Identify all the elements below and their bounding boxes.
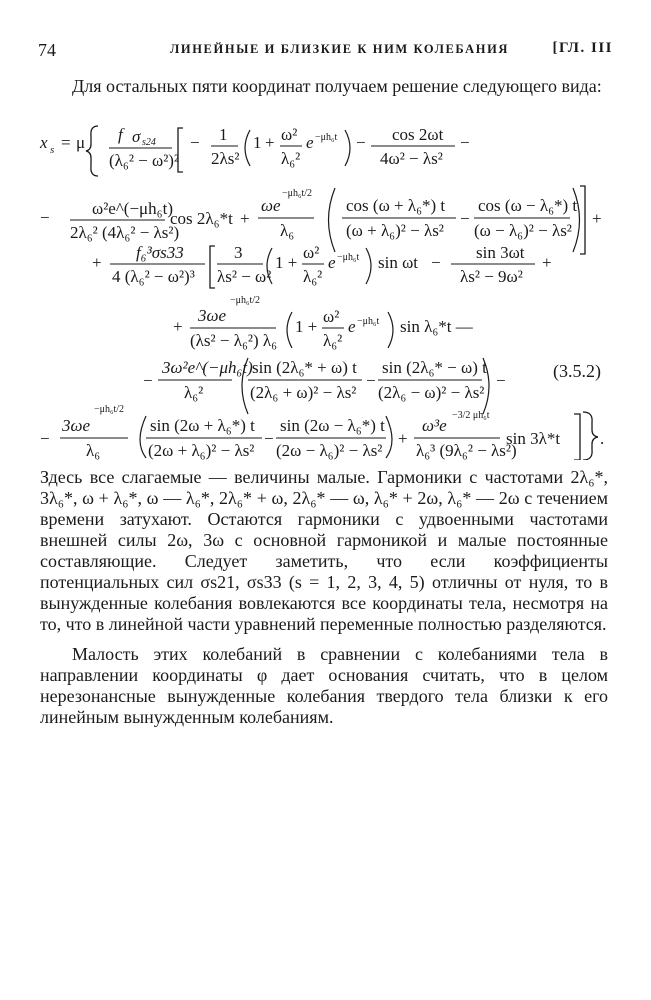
- eq-exp2: −μh₆t/2: [282, 188, 313, 199]
- eq-paren: [287, 312, 292, 348]
- eq-minus10: −: [40, 429, 50, 448]
- eq-exp5: −μh₆t: [357, 316, 380, 327]
- eq-num5: cos (ω + λ₆*) t: [346, 196, 446, 215]
- eq-sinwt: sin ωt: [378, 253, 419, 272]
- body-paragraph-3: Малость этих колебаний в сравнении с колебаниями тела в направлении координаты φ дает основания считать, что в целом нерезонансные вынужденные колебания твердого тела близки к его линейным вынужденным колебаниям.: [40, 644, 608, 727]
- eq-num-w2c: ω²: [323, 307, 340, 326]
- eq-den-l62b: λ₆²: [303, 267, 323, 286]
- eq-num13: sin (2λ₆* − ω) t: [382, 358, 487, 377]
- eq-den3: 4ω² − λs²: [380, 149, 443, 168]
- eq-paren: [366, 248, 371, 284]
- eq-den7: 4 (λ₆² − ω²)³: [112, 267, 195, 286]
- eq-right-bracket: [574, 414, 580, 460]
- eq-sigma-sub1: s24: [142, 137, 156, 148]
- eq-den11: λ₆²: [184, 383, 204, 402]
- eq-l6-1: λ₆: [280, 221, 295, 240]
- eq-num-w2b: ω²: [303, 243, 320, 262]
- eq-den15: (2ω − λ₆)² − λs²: [276, 441, 383, 460]
- eq-minus8: −: [366, 371, 376, 390]
- eq-num4: ω²e^(−μh₆t): [92, 199, 173, 218]
- eq-minus1: −: [190, 133, 200, 152]
- eq-minus5: −: [460, 209, 470, 228]
- eq-den13: (2λ₆ − ω)² − λs²: [378, 383, 485, 402]
- eq-plus7: +: [398, 429, 408, 448]
- eq-we: ωe: [261, 196, 281, 215]
- eq-sin3wt: sin 3ωt: [476, 243, 525, 262]
- eq-minus6: −: [431, 253, 441, 272]
- eq-exp3: −μh₆t: [337, 252, 360, 263]
- eq-e2: e: [328, 253, 336, 272]
- eq-one1: 1: [219, 125, 228, 144]
- eq-minus3: −: [460, 133, 470, 152]
- eq-paren: [245, 130, 250, 166]
- eq-num6: cos (ω − λ₆*) t: [478, 196, 578, 215]
- eq-den-l62c: λ₆²: [323, 331, 343, 350]
- eq-cos2l6t: cos 2λ₆*t: [170, 209, 233, 228]
- eq-e3: e: [348, 317, 356, 336]
- eq-f2: f₆³σs33: [136, 243, 184, 262]
- equation-3-5-2: [0, 108, 651, 460]
- eq-right-bracket: [580, 186, 585, 254]
- eq-period: .: [600, 429, 605, 448]
- eq-right-brace: [583, 412, 598, 460]
- eq-den4: 2λ₆² (4λ₆² − λs²): [70, 223, 180, 242]
- eq-num14: sin (2ω + λ₆*) t: [150, 416, 255, 435]
- eq-den6: (ω − λ₆)² − λs²: [474, 221, 572, 240]
- running-title: ЛИНЕЙНЫЕ И БЛИЗКИЕ К НИМ КОЛЕБАНИЯ: [170, 42, 510, 56]
- page-header: [38, 40, 613, 64]
- eq-lhs: x: [40, 133, 48, 152]
- eq-exp7: −3/2 μh₆t: [452, 410, 490, 421]
- eq-den5: (ω + λ₆)² − λs²: [346, 221, 444, 240]
- eq-mu: μ: [76, 133, 86, 152]
- eq-f: f: [118, 125, 123, 144]
- eq-w3e: ω³e: [422, 416, 447, 435]
- eq-paren: [329, 188, 336, 252]
- eq-paren: [388, 312, 393, 348]
- eq-sigma1: σ: [132, 127, 141, 146]
- eq-one4: 1 +: [295, 317, 318, 336]
- page-number: 74: [38, 40, 56, 60]
- eq-equals: =: [61, 133, 71, 152]
- eq-num12: sin (2λ₆* + ω) t: [252, 358, 357, 377]
- eq-e1: e: [306, 133, 314, 152]
- eq-den8: λs² − ω²: [217, 267, 272, 286]
- eq-l6-2: λ₆: [86, 441, 101, 460]
- eq-plus5: +: [542, 253, 552, 272]
- eq-three: 3: [234, 243, 243, 262]
- eq-cos2wt: cos 2ωt: [392, 125, 444, 144]
- eq-minus11: −: [264, 429, 274, 448]
- eq-den1: (λ₆² − ω²)²: [109, 151, 180, 170]
- eq-minus2: −: [356, 133, 366, 152]
- eq-num15: sin (2ω − λ₆*) t: [280, 416, 385, 435]
- eq-den2: 2λs²: [211, 149, 240, 168]
- eq-plus2: +: [240, 209, 250, 228]
- eq-plus3: +: [592, 209, 602, 228]
- eq-exp1: −μh₆t: [315, 132, 338, 143]
- chapter-label: [ГЛ. III: [552, 40, 613, 56]
- eq-one3: 1 +: [275, 253, 298, 272]
- eq-sinl6t: sin λ₆*t —: [400, 317, 473, 336]
- intro-paragraph: Для остальных пяти координат получаем решение следующего вида:: [72, 76, 602, 96]
- eq-one2: 1: [253, 133, 262, 152]
- eq-plus6: +: [173, 317, 183, 336]
- eq-num11: 3ω²e^(−μh₆t): [162, 358, 253, 377]
- eq-paren: [345, 130, 350, 166]
- eq-num-w2: ω²: [281, 125, 298, 144]
- eq-den14: (2ω + λ₆)² − λs²: [148, 441, 255, 460]
- body-paragraph-2: Здесь все слагаемые — величины малые. Гармоники с частотами 2λ₆*, 3λ₆*, ω + λ₆*, ω — λ₆*, 2λ₆* + ω, 2λ₆* — ω, λ₆* + 2ω, λ₆* — 2ω с течением времени затухают. Остаются гармоники с удвоенными частотами внешней силы 2ω, 3ω с основной гармоникой и малые постоянные составляющие. Следует заметить, что если коэффициенты потенциальных сил σs21, σs33 (s = 1, 2, 3, 4, 5) отличны от нуля, то в вынужденные колебания вовлекаются все координаты тела, несмотря на то, что в линейной части уравнений переменные полностью разделяются.: [40, 467, 608, 634]
- eq-left-bracket: [210, 246, 215, 288]
- eq-den-l62: λ₆²: [281, 149, 301, 168]
- eq-paren: [386, 416, 392, 458]
- eq-den12: (2λ₆ + ω)² − λs²: [250, 383, 357, 402]
- eq-plus1: +: [265, 133, 275, 152]
- eq-minus9: −: [496, 371, 506, 390]
- eq-minus7: −: [143, 371, 153, 390]
- eq-lhs-sub: s: [50, 144, 55, 156]
- eq-sin3lt: sin 3λ*t: [506, 429, 561, 448]
- eq-exp6: −μh₆t/2: [94, 404, 125, 415]
- eq-3we2: 3ωe: [62, 416, 91, 435]
- eq-den16: λ₆³ (9λ₆² − λs²): [416, 441, 517, 460]
- eq-den10: (λs² − λ₆²) λ₆: [190, 331, 278, 350]
- eq-plus4: +: [92, 253, 102, 272]
- eq-3we: 3ωe: [198, 306, 227, 325]
- eq-paren: [140, 416, 146, 458]
- equation-number: (3.5.2): [553, 361, 601, 381]
- eq-left-brace: [86, 126, 98, 176]
- eq-den9: λs² − 9ω²: [460, 267, 523, 286]
- eq-minus4: −: [40, 208, 50, 227]
- eq-exp4: −μh₆t/2: [230, 295, 261, 306]
